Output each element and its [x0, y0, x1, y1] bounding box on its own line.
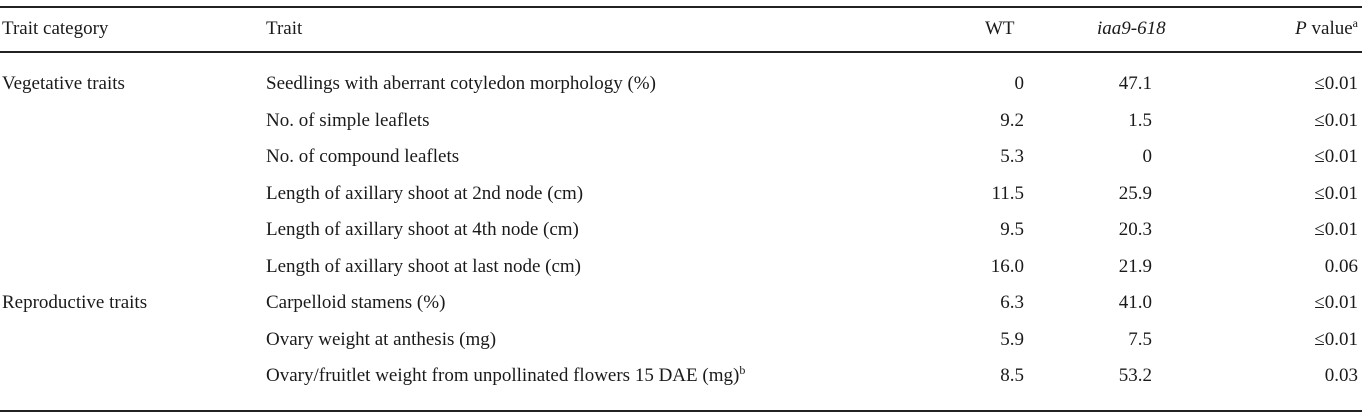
header-p-value: [1230, 18, 1358, 40]
mutant-value-cell: 20.3: [1118, 219, 1152, 240]
p-value-cell: 0.03: [1324, 365, 1358, 386]
trait-cell: [266, 365, 745, 387]
trait-text: No. of compound leaflets: [266, 146, 460, 167]
wt-value-cell: 9.5: [1000, 219, 1024, 240]
mutant-value-cell: 53.2: [1118, 365, 1152, 386]
mutant-value-cell: 41.0: [1118, 292, 1152, 313]
trait-cell: [266, 329, 496, 351]
mutant-value-cell: 0: [1142, 146, 1152, 167]
trait-category-cell: Reproductive traits: [2, 292, 148, 313]
mutant-value-cell: 25.9: [1118, 183, 1152, 204]
header-trait-category: Trait category: [2, 18, 109, 39]
trait-cell: [266, 256, 581, 278]
trait-cell: [266, 73, 656, 95]
trait-footnote-mark: b: [739, 363, 746, 377]
wt-value-cell: 0: [1014, 73, 1024, 94]
mutant-value-cell: 1.5: [1128, 110, 1152, 131]
header-p-footnote-mark: a: [1352, 16, 1358, 30]
trait-cell: [266, 219, 579, 241]
p-value-cell: ≤0.01: [1314, 292, 1358, 313]
trait-text: Carpelloid stamens (%): [266, 292, 446, 313]
wt-value-cell: 5.9: [1000, 329, 1024, 350]
header-p-symbol: P: [1295, 18, 1307, 39]
p-value-cell: ≤0.01: [1314, 146, 1358, 167]
trait-text: Ovary weight at anthesis (mg): [266, 329, 497, 350]
mutant-value-cell: 7.5: [1128, 329, 1152, 350]
trait-text: No. of simple leaflets: [266, 110, 430, 131]
table-top-rule: [0, 6, 1362, 8]
trait-text: Length of axillary shoot at last node (cm): [266, 256, 581, 277]
p-value-cell: ≤0.01: [1314, 219, 1358, 240]
header-trait: Trait: [266, 18, 303, 39]
trait-text: Seedlings with aberrant cotyledon morphology (%): [266, 73, 656, 94]
wt-value-cell: 9.2: [1000, 110, 1024, 131]
header-mutant: iaa9-618: [1097, 18, 1166, 39]
mutant-value-cell: 21.9: [1118, 256, 1152, 277]
wt-value-cell: 6.3: [1000, 292, 1024, 313]
p-value-cell: ≤0.01: [1314, 183, 1358, 204]
wt-value-cell: 5.3: [1000, 146, 1024, 167]
header-wt: WT: [985, 18, 1015, 39]
trait-text: Ovary/fruitlet weight from unpollinated flowers 15 DAE (mg): [266, 365, 740, 386]
trait-cell: [266, 183, 583, 205]
trait-cell: [266, 146, 459, 168]
table-bottom-rule: [0, 410, 1362, 412]
wt-value-cell: 16.0: [990, 256, 1024, 277]
trait-category-cell: Vegetative traits: [2, 73, 125, 94]
p-value-cell: 0.06: [1324, 256, 1358, 277]
wt-value-cell: 8.5: [1000, 365, 1024, 386]
p-value-cell: ≤0.01: [1314, 110, 1358, 131]
mutant-value-cell: 47.1: [1118, 73, 1152, 94]
trait-cell: [266, 110, 430, 132]
header-rule: [0, 51, 1362, 53]
trait-cell: [266, 292, 445, 314]
header-p-label: value: [1306, 18, 1353, 39]
trait-text: Length of axillary shoot at 4th node (cm): [266, 219, 579, 240]
p-value-cell: ≤0.01: [1314, 329, 1358, 350]
wt-value-cell: 11.5: [991, 183, 1024, 204]
p-value-cell: ≤0.01: [1314, 73, 1358, 94]
trait-text: Length of axillary shoot at 2nd node (cm): [266, 183, 584, 204]
